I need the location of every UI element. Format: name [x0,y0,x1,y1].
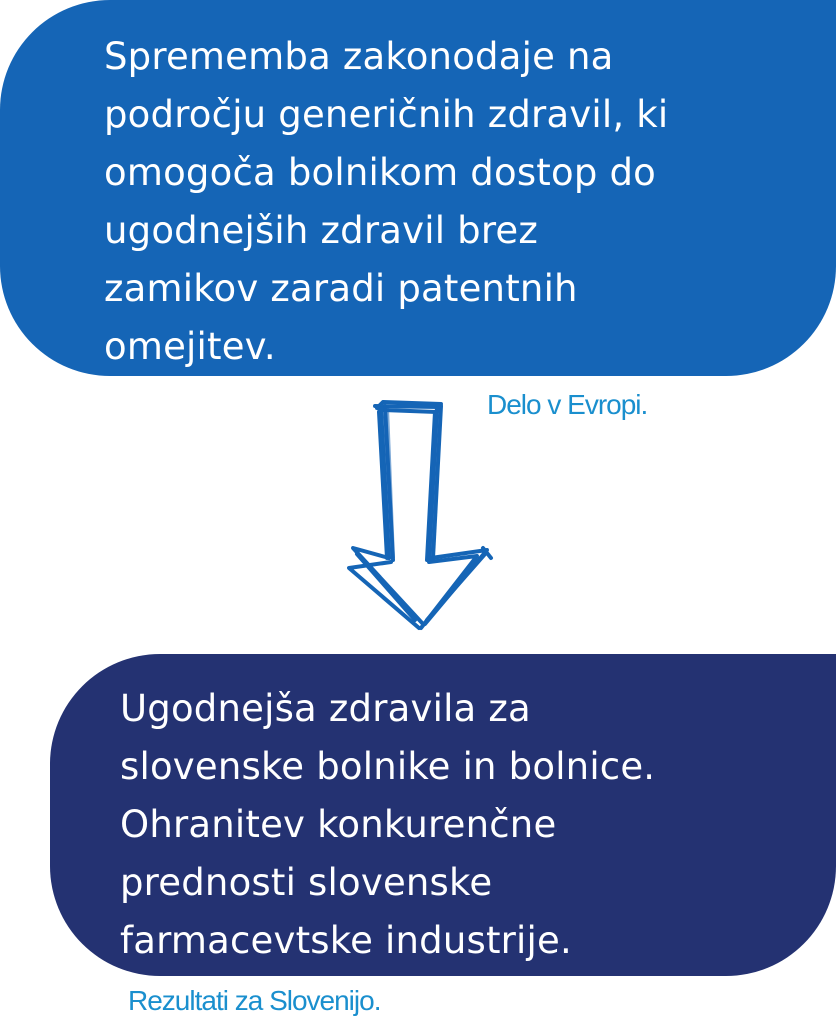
top-box [0,0,836,376]
hand-drawn-down-arrow-icon [345,398,495,634]
bottom-caption: Rezultati za Slovenijo. [128,985,381,1016]
top-box-text: Sprememba zakonodaje na področju generičnih zdravil, ki omogoča bolnikom dostop do ugodnejših zdravil brez zamikov zaradi patentnih omejitev. [104,35,669,368]
bottom-box-text: Ugodnejša zdravila za slovenske bolnike in bolnice. Ohranitev konkurenčne prednosti slovenske farmacevtske industrije. [120,687,656,962]
top-caption: Delo v Evropi. [487,389,648,420]
bottom-box [50,654,836,976]
